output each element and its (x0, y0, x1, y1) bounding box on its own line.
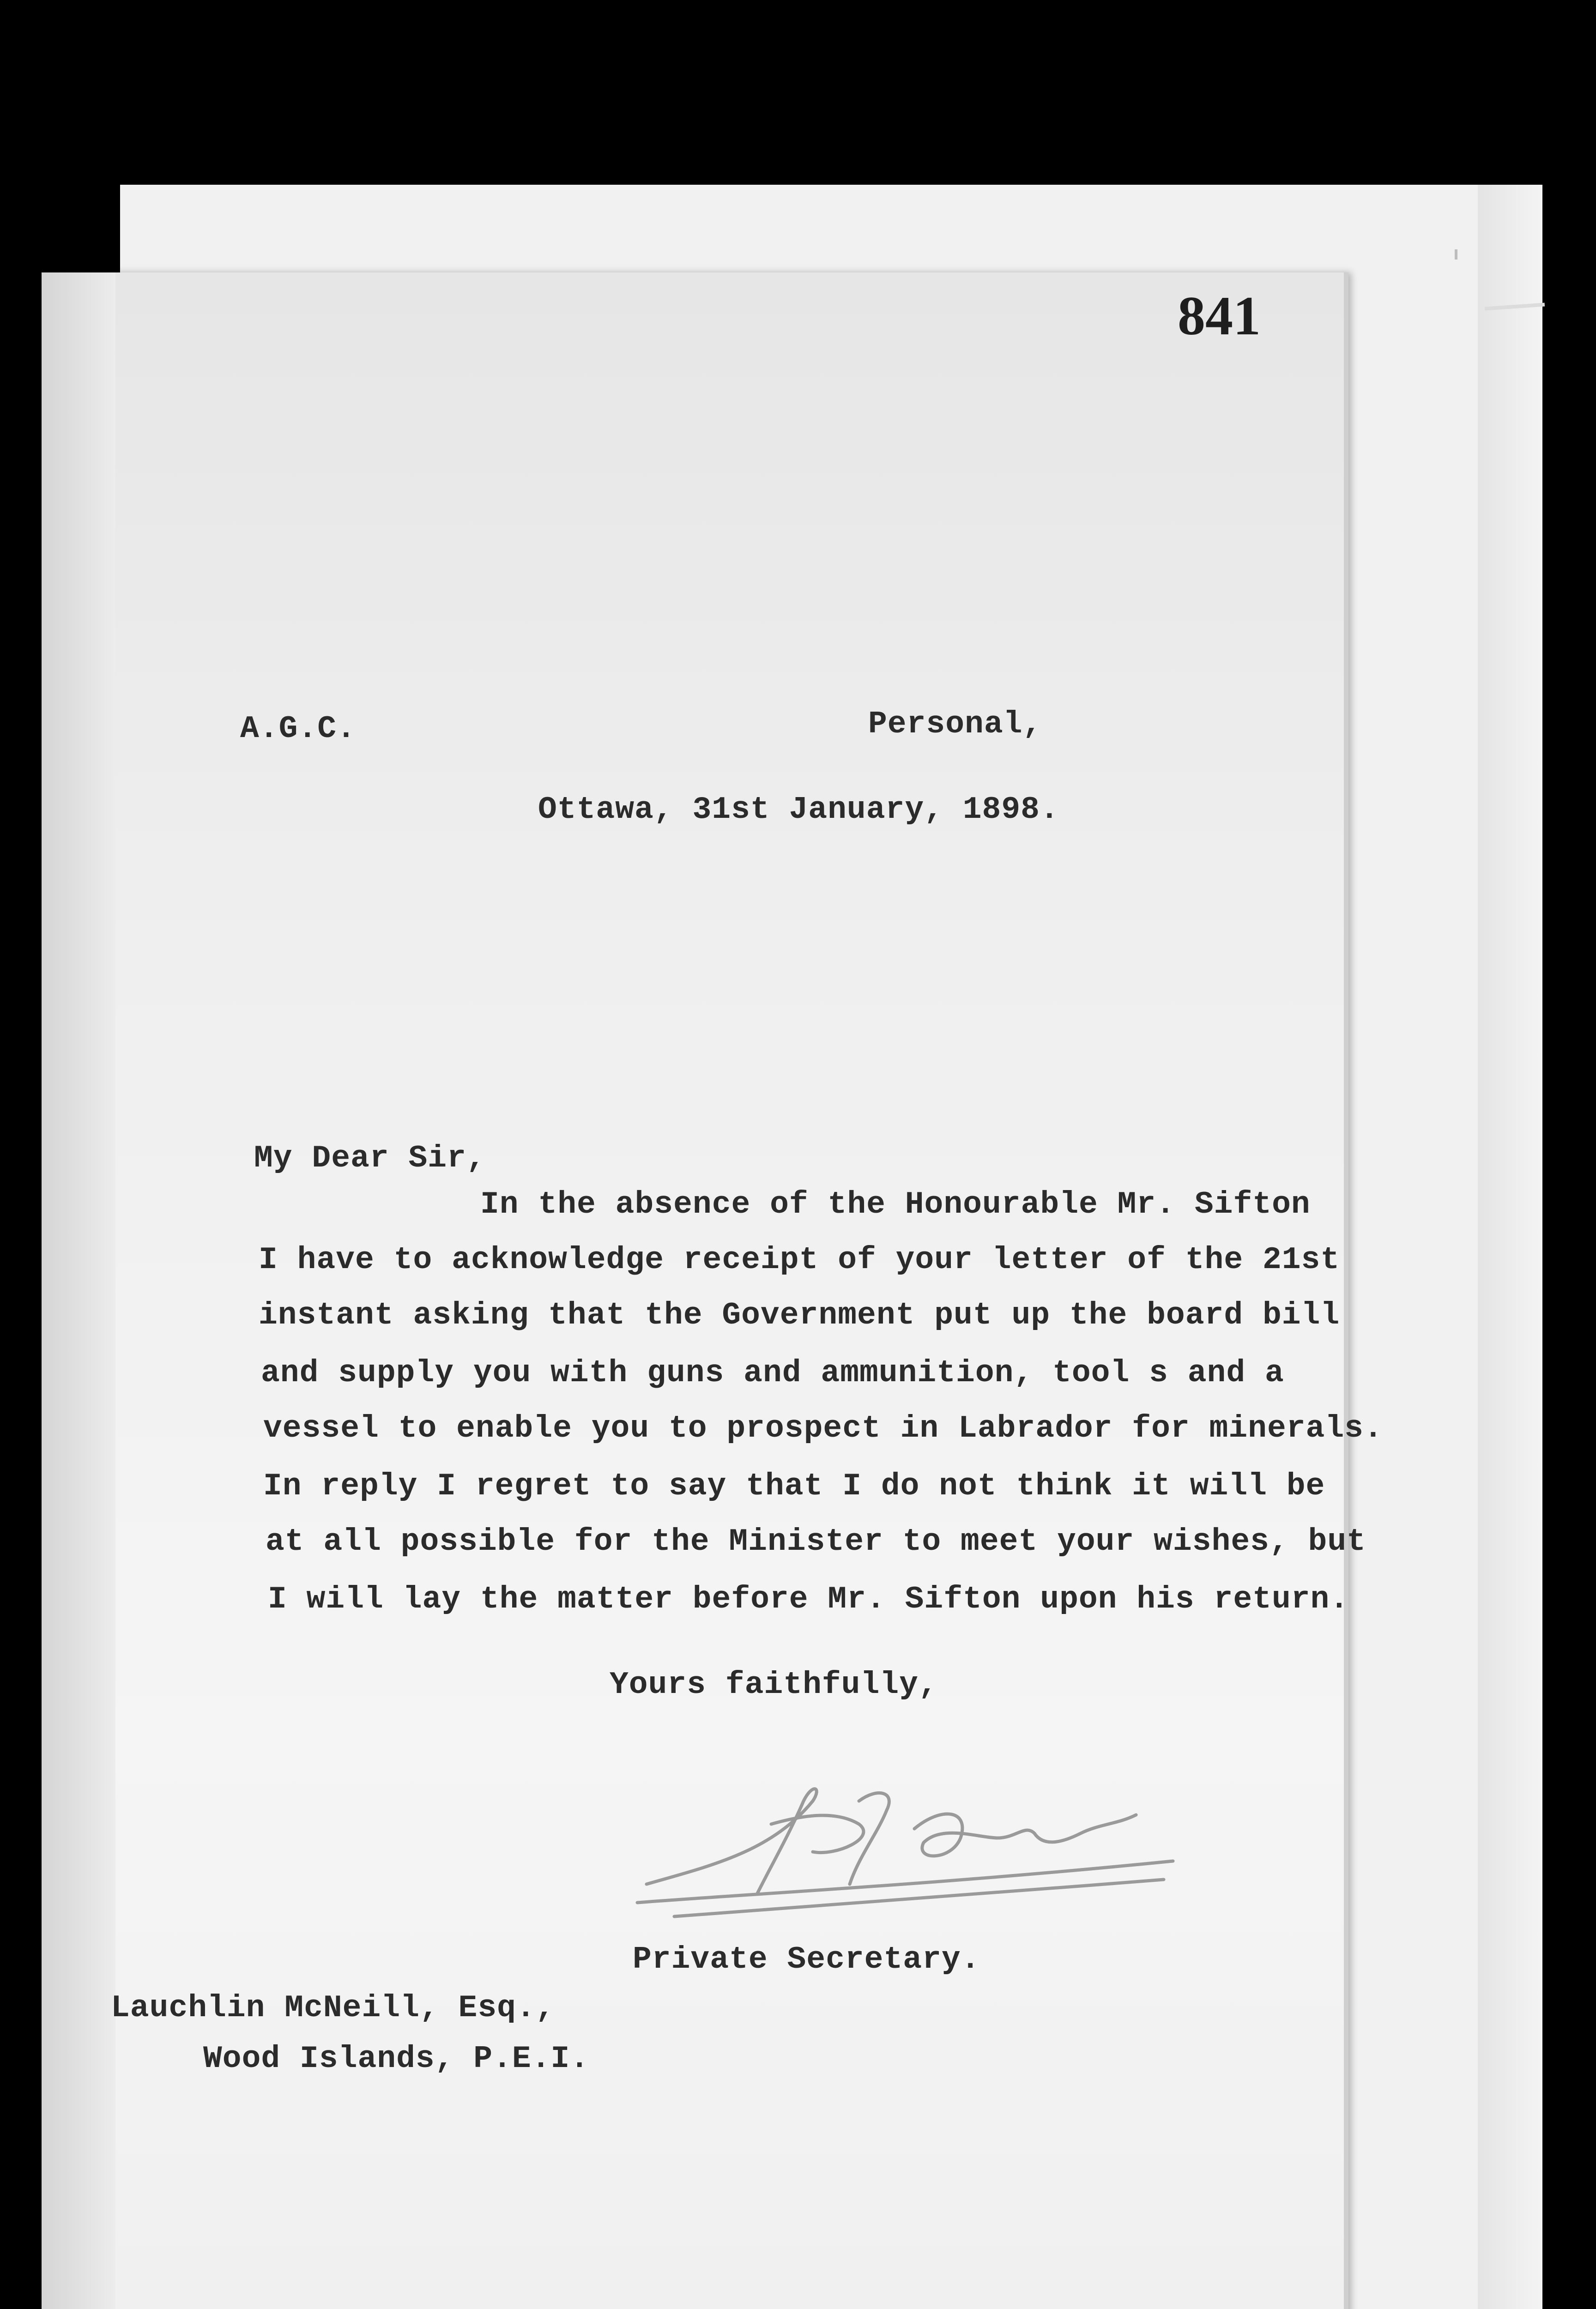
pencil-tick-mark (1455, 249, 1457, 260)
recipient-place: Wood Islands, P.E.I. (203, 2041, 590, 2077)
body-line: I will lay the matter before Mr. Sifton upon his return. (268, 1582, 1349, 1617)
personal-marking: Personal, (868, 707, 1042, 742)
signer-title: Private Secretary. (633, 1942, 980, 1977)
body-line: I have to acknowledge receipt of your letter of the 21st (259, 1242, 1340, 1278)
body-line: and supply you with guns and ammunition, tool s and a (261, 1355, 1284, 1391)
closing: Yours faithfully, (610, 1667, 938, 1703)
place-date-line: Ottawa, 31st January, 1898. (538, 792, 1059, 828)
body-line: In reply I regret to say that I do not think it will be (263, 1469, 1325, 1504)
back-sheet-edge (1478, 185, 1542, 2309)
salutation: My Dear Sir, (254, 1141, 486, 1176)
folio-number: 841 (1178, 285, 1261, 346)
file-reference: A.G.C. (240, 711, 356, 747)
body-line: instant asking that the Government put up the board bill (259, 1298, 1340, 1333)
body-line: vessel to enable you to prospect in Labrador for minerals. (263, 1411, 1383, 1446)
body-line: In the absence of the Honourable Mr. Sifton (480, 1187, 1311, 1222)
body-line: at all possible for the Minister to meet your wishes, but (266, 1524, 1366, 1559)
sheet-fold-shadow (42, 272, 115, 2309)
handwritten-signature (619, 1746, 1210, 1940)
recipient-name: Lauchlin McNeill, Esq., (111, 1990, 555, 2026)
